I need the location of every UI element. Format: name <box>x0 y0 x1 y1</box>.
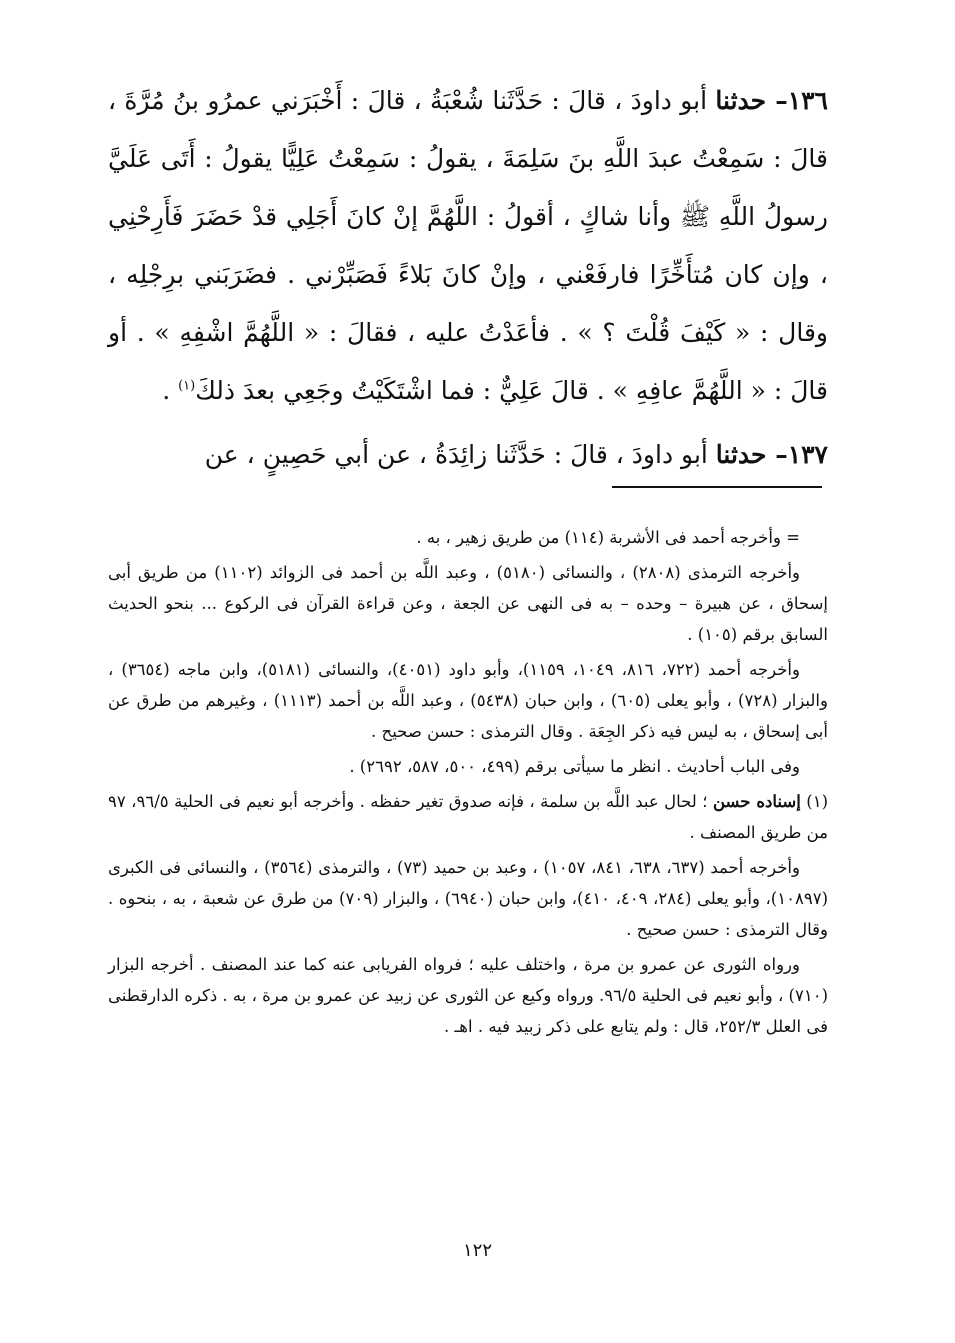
footnote-paragraph: = وأخرجه أحمد فى الأشربة (١١٤) من طريق زهير ، به . <box>416 528 800 547</box>
hadith-text: أبو داودَ ، قالَ : حَدَّثَنا زائِدَةُ ، عن أبي حَصِينٍ ، عن <box>204 440 716 469</box>
footnote-separator <box>612 486 822 488</box>
footnote-paragraph: ورواه الثورى عن عمرو بن مرة ، واختلف عليه ؛ فرواه الفريابى عنه كما عند المصنف . أخرجه البزار (٧١٠) ، وأبو نعيم فى الحلية ٩٦/٥. ورواه وكيع عن الثورى عن زبيد عن عمرو بن مرة ، به . ذكره الدارقطنى فى العلل ٢٥٢/٣، قال : ولم يتابع على ذكر زبيد فيه . اهـ . <box>108 955 828 1036</box>
footnotes <box>108 522 828 1046</box>
footnote-text: ؛ لحال عبد اللَّه بن سلمة ، فإنه صدوق تغير حفظه . وأخرجه أبو نعيم فى الحلية ٩٦/٥، ٩٧ من طريق المصنف . <box>108 792 828 842</box>
hadith-lead: – حدثنا <box>715 86 788 115</box>
hadith-number: ١٣٦ <box>787 86 828 115</box>
page-number: ١٢٢ <box>462 1240 492 1261</box>
footnote-paragraph: وأخرجه أحمد (٧٢٢، ٨١٦، ١٠٤٩، ١١٥٩)، وأبو داود (٤٠٥١)، والنسائى (٥١٨١)، وابن ماجه (٣٦٥٤) ، والبزار (٧٢٨) ، وأبو يعلى (٦٠٥) ، وابن حبان (٥٤٣٨) ، وعبد اللَّه بن أحمد (١١١٣) ، وغيرهم من طرق عن أبى إسحاق ، به ليس فيه ذكر الجِعَة . وقال الترمذى : حسن صحيح . <box>108 660 828 741</box>
hadith-lead: – حدثنا <box>715 440 788 469</box>
hadith-137 <box>108 426 828 484</box>
footnote-ref: (١) <box>178 378 196 394</box>
footnote-number: (١) <box>800 792 828 811</box>
hadith-end: . <box>162 376 179 405</box>
hadith-text: أبو داودَ ، قالَ : حَدَّثَنا شُعْبَةُ ، قالَ : أَخْبَرَني عمرُو بنُ مُرَّةَ ، قالَ : سَمِعْتُ عبدَ اللَّهِ بنَ سَلِمَةَ ، يقولُ : سَمِعْتُ عَلِيًّا يقولُ : أَتَى عَلَيَّ رسولُ اللَّهِ ﷺ وأنا شاكٍ ، أقولُ : اللَّهُمَّ إنْ كانَ أَجَلِي قدْ حَضَرَ فَأَرِحْنِي ، وإن كان مُتأَخِّرًا فارفَعْني ، وإنْ كانَ بَلاءً فَصَبِّرْني . فضَرَبَني برِجْلِه ، وقال : « كَيْفَ قُلْتَ ؟ » . فأعَدْتُ عليه ، فقالَ : « اللَّهُمَّ اشْفِهِ » . أو قالَ : « اللَّهُمَّ عافِهِ » . قالَ عَلِيٌّ : فما اشْتَكَيْتُ وجَعِي بعدَ ذلكَ <box>108 86 828 405</box>
hadith-136 <box>108 72 828 420</box>
footnote-paragraph: وأخرجه الترمذى (٢٨٠٨) ، والنسائى (٥١٨٠) ، وعبد اللَّه بن أحمد فى الزوائد (١١٠٢) من طريق أبى إسحاق ، عن هبيرة – وحده – به فى النهى عن الجعة ، وعن قراءة القرآن فى الركوع ... بنحو الحديث السابق برقم (١٠٥) . <box>108 563 828 644</box>
footnote-paragraph: وأخرجه أحمد (٦٣٧، ٦٣٨، ٨٤١، ١٠٥٧) ، وعبد بن حميد (٧٣) ، والترمذى (٣٥٦٤) ، والنسائى فى الكبرى (١٠٨٩٧)، وأبو يعلى (٢٨٤، ٤٠٩، ٤١٠)، وابن حبان (٦٩٤٠) ، والبزار (٧٠٩) من طرق عن شعبة ، به ، بنحوه . وقال الترمذى : حسن صحيح . <box>108 858 828 939</box>
main-text <box>108 72 828 484</box>
footnote-grade: إسناده حسن <box>712 792 801 811</box>
hadith-number: ١٣٧ <box>787 440 828 469</box>
footnote-1 <box>108 786 828 848</box>
footnote-paragraph: وفى الباب أحاديث . انظر ما سيأتى برقم (٤٩٩، ٥٠٠، ٥٨٧، ٢٦٩٢) . <box>349 757 800 776</box>
